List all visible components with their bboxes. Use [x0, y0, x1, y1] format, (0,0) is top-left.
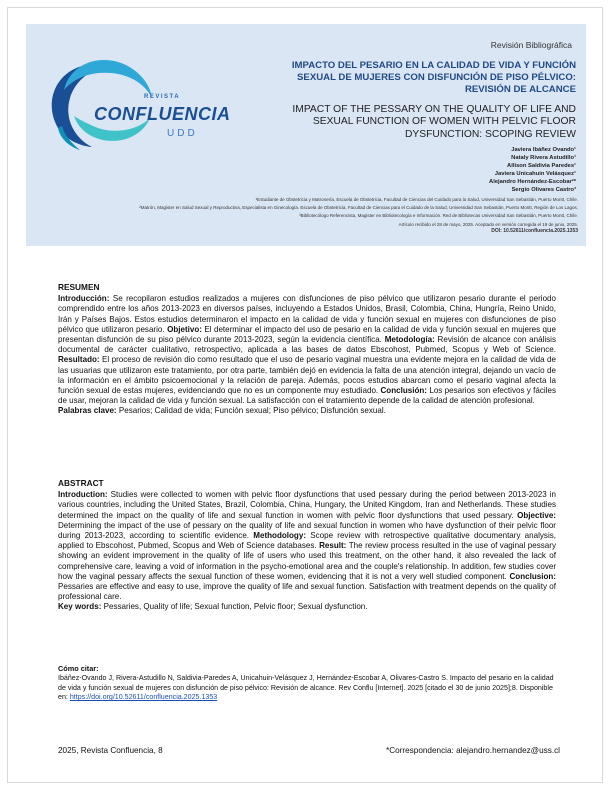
result-label: Result:	[319, 541, 347, 551]
doi-link[interactable]: https://doi.org/10.52611/confluencia.2025.1353	[69, 693, 218, 702]
affiliation: ³Bibliotecólogo Referencista, Magister en Bibliotecología e Información. Red de Bibliotecas Universidad San Sebastián, Puerto Montt, Chile.	[299, 213, 578, 219]
palabras-clave	[58, 406, 556, 416]
section-label: Revisión Bibliográfica	[490, 40, 572, 50]
objective-label: Objective:	[517, 510, 556, 520]
footer-correspondence: *Correspondencia: alejandro.hernandez@uss.cl	[386, 746, 560, 755]
journal-logo	[34, 46, 231, 156]
abstract-heading: ABSTRACT	[58, 478, 104, 488]
keywords-label: Palabras clave:	[58, 406, 117, 416]
key-words	[58, 602, 556, 612]
metodologia-label: Metodología:	[384, 335, 435, 345]
conclusion-text: Los pesarios son efectivos y fáciles de usar, mejoran la calidad de vida y función sexual. La satisfacción con el tratamiento depende de la calidad de atención profesional.	[58, 386, 556, 406]
intro-text: Se recopilaron estudios realizados a mujeres con disfunciones de piso pélvico que utilizaron pesario durante el periodo comprendido entre los años 2013-2023 en diversos países, incluyendo a Estados Unidos, Brasil, Colombia, China, Hungría, Reino Unido, Irán y Países Bajos. Estos estudios determinaron el impacto en la calidad de vida y función sexual en mujeres con disfunciones de piso pélvico que utilizaron pesario.	[58, 294, 556, 334]
conclusion-en-label: Conclusion:	[509, 571, 556, 581]
resumen-heading: RESUMEN	[58, 282, 100, 292]
author-list	[326, 147, 576, 194]
journal-logo-swirl-icon	[34, 46, 204, 156]
citation-block	[58, 664, 556, 703]
logo-confluencia-text: CONFLUENCIA	[94, 104, 231, 124]
article-header	[26, 24, 586, 246]
author: Sergio Olivares Castro³	[511, 186, 576, 193]
methodology-text: Scope review with retrospective qualitative documentary analysis, applied to Ebscohost, Pubmed, Scopus and Web of Science databases.	[58, 531, 556, 551]
objetivo-label: Objetivo:	[167, 324, 202, 334]
received-accepted-dates: Artículo recibido el 28 de mayo, 2025. Aceptado en versión corregida el 19 de junio, 2025.	[398, 221, 578, 227]
affiliation: ¹Estudiante de Obstetricia y Matronería, Escuela de Obstetricia, Facultad de Ciencias del Cuidado para la Salud, Universidad San Sebastián, Puerto Montt, Chile.	[255, 197, 578, 202]
affiliations	[66, 197, 578, 234]
affiliation: ²Matrón, Magister en Salud Sexual y Reproductiva, Especialista en Ginecología. Escuela de Obstetricia, Facultad de Ciencias para el Cuidado de la Salud, Universidad San Sebastián, Puerto Montt, Región de Los Lagos.	[139, 205, 578, 211]
key-words-label: Key words:	[58, 602, 102, 612]
footer-journal: 2025, Revista Confluencia, 8	[58, 746, 163, 755]
author: Alejandro Hernández-Escobar²*	[489, 178, 576, 185]
result-text: The review process resulted in the use of vaginal pessary showing an evident improvement in the quality of life of users who used this treatment, on the other hand, it also revealed the lack of comprehensive care, leaving a void of information in the psycho-emotional area and the couple's relationship. In addition, few studies cover how the vaginal pessary affects the sexual function of these women, evidencing that it is not a very well studied component.	[58, 541, 556, 581]
introduction-text: Studies were collected to women with pelvic floor dysfunctions that used pessary during the period between 2013-2023 in various countries, including the United States, Brazil, Colombia, China, Hungary, the United Kingdom, Iran and Netherlands. These studies determined the impact on the quality of life and sexual function in women with pelvic floor dysfunctions that used pessary.	[58, 490, 556, 520]
objective-text: Determining the impact of the use of pessary on the quality of life and sexual function in women who have dysfunction of their pelvic floor during 2013-2023, according to scientific evidence.	[58, 520, 556, 541]
author: Javiera Unicahuin Velásquez¹	[494, 170, 576, 177]
title-english: IMPACT OF THE PESSARY ON THE QUALITY OF LIFE AND SEXUAL FUNCTION OF WOMEN WITH PELVIC FLOOR DYSFUNCTION: SCOPING REVIEW	[292, 104, 576, 140]
keywords-text: Pesarios; Calidad de vida; Función sexual; Piso pélvico; Disfunción sexual.	[118, 406, 386, 416]
resumen-body	[58, 294, 556, 406]
objetivo-text: El determinar el impacto del uso de pesario en la calidad de vida y función sexual en mujeres que presentan disfunción de su piso pélvico durante 2013-2023, según la evidencia científica.	[58, 324, 556, 345]
abstract-section	[58, 478, 556, 613]
citation-heading: Cómo citar:	[58, 664, 99, 673]
doi: DOI: 10.52611/confluencia.2025.1353	[491, 227, 578, 234]
metodologia-text: Revisión de alcance con análisis documental de carácter cualitativo, retrospectivo, aplicada a las bases de datos Ebscohost, Pubmed, Scopus y Web of Science.	[58, 335, 556, 355]
intro-label: Introducción:	[58, 294, 110, 304]
author: Allison Saldivia Paredes¹	[507, 162, 576, 169]
resumen-section	[58, 282, 556, 417]
logo-revista-text: REVISTA	[144, 94, 181, 100]
key-words-text: Pessaries, Quality of life; Sexual function, Pelvic floor; Sexual dysfunction.	[103, 602, 368, 612]
methodology-label: Methodology:	[253, 531, 307, 541]
author: Nataly Rivera Astudillo¹	[511, 154, 576, 161]
title-spanish: IMPACTO DEL PESARIO EN LA CALIDAD DE VIDA Y FUNCIÓN SEXUAL DE MUJERES CON DISFUNCIÓN DE PISO PÉLVICO: REVISIÓN DE ALCANCE	[291, 60, 576, 96]
author: Javiera Ibáñez Ovando¹	[511, 147, 576, 153]
resultado-label: Resultado:	[58, 355, 100, 365]
logo-udd-text: UDD	[167, 128, 198, 139]
introduction-label: Introduction:	[58, 490, 108, 500]
citation-text: Ibáñez-Ovando J, Rivera-Astudillo N, Saldivia-Paredes A, Unicahuin-Velásquez J, Hernández-Escobar A, Olivares-Castro S. Impacto del pesario en la calidad de vida y función sexual de mujeres con disfunción de piso pélvico: Revisión de alcance. Rev Conflu [Internet]. 2025 [citado el 30 de junio 2025];8. Disponible en:	[58, 674, 554, 702]
conclusion-en-text: Pessaries are effective and easy to use, improve the quality of life and sexual function. Satisfaction with treatment depends on the quality of professional care.	[58, 582, 556, 602]
abstract-body	[58, 490, 556, 602]
resultado-text: El proceso de revisión dio como resultado que el uso de pesario vaginal muestra una evidente mejora en la calidad de vida de las usuarias que utilizaron este tratamiento, por otra parte, también dejó en evidencia la falta de una atención integral, dejando un vacío de la información en el ámbito psicoemocional y la relación de pareja. Además, pocos estudios abarcan como el pesario vaginal afecta la función sexual de estas mujeres, evidenciando que no es un componente muy estudiado.	[58, 355, 556, 396]
conclusion-label: Conclusión:	[380, 386, 427, 396]
